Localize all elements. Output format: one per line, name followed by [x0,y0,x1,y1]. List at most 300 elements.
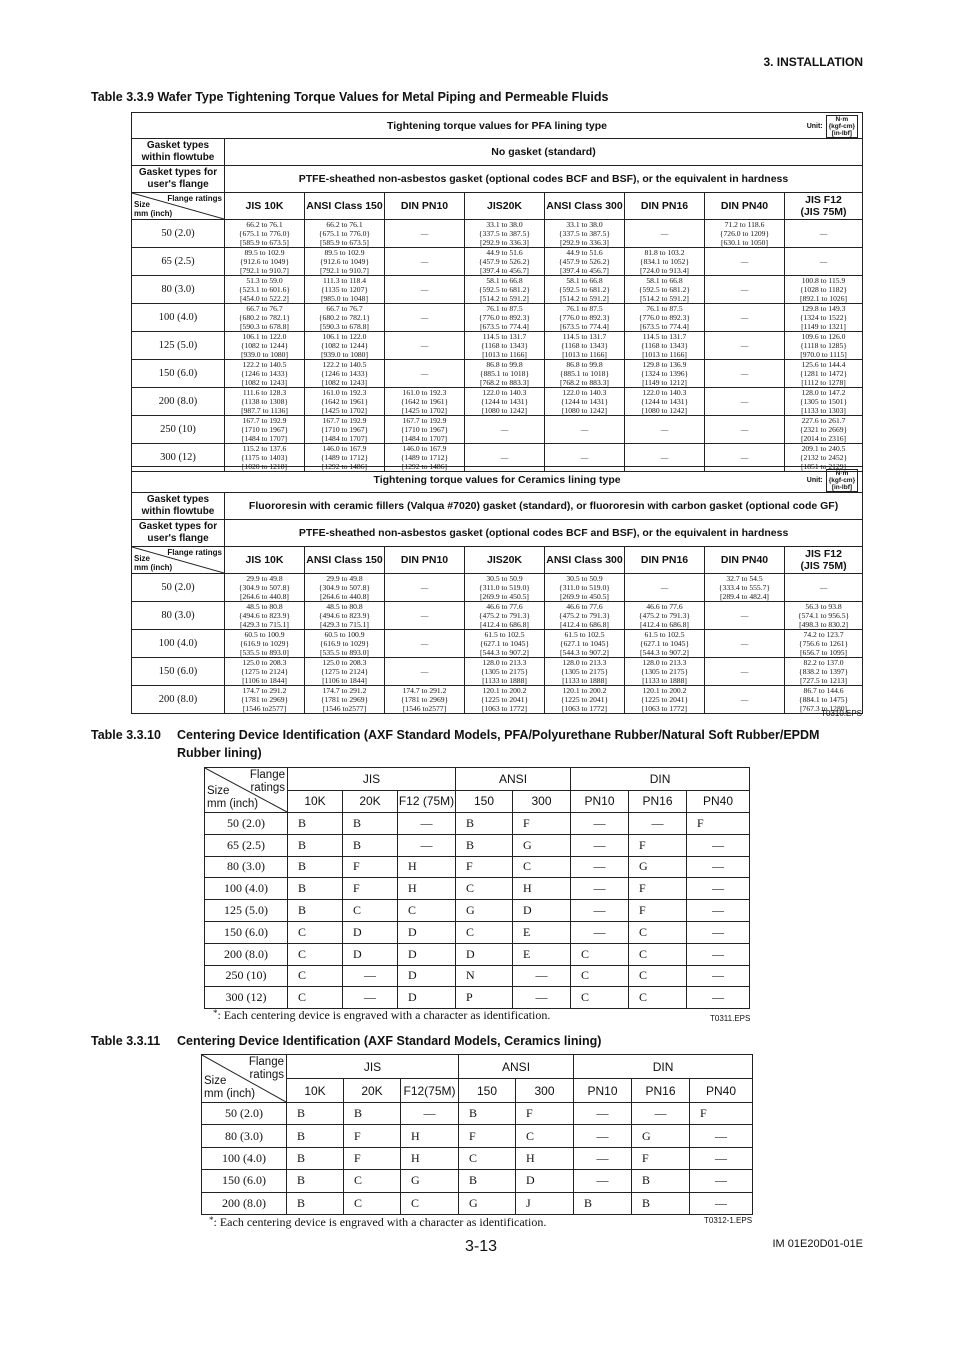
identification-cell: H [401,1125,459,1147]
footnote-mark: * [209,1215,214,1225]
torque-table-title [132,467,863,493]
corner-label-flange-ratings: Flange ratings [249,769,285,794]
torque-line: {776.0 to 892.3} [558,313,611,322]
torque-value-cell: — [705,416,785,444]
column-header: JIS20K [465,547,545,574]
torque-line: {1118 to 1285} [800,341,847,350]
torque-line: {1082 to 1244} [320,341,369,350]
footnote-text: : Each centering device is engraved with a character as identification. [213,1215,547,1229]
identification-cell: B [343,813,398,835]
identification-cell: — [690,1125,753,1147]
identification-cell: B [456,834,513,856]
identification-cell: P [456,987,513,1009]
torque-line: {494.6 to 823.9} [238,611,291,620]
table-row [205,834,750,856]
torque-line: 174.7 to 291.2 [242,686,287,695]
torque-line: 146.0 to 167.9 [322,444,367,453]
identification-cell: E [513,943,571,965]
torque-value-cell: — [705,360,785,388]
torque-line: {675.1 to 776.0} [318,229,371,238]
identification-cell: F [629,834,687,856]
torque-line: [269.9 to 450.5] [560,592,609,601]
torque-value-cell [785,630,863,658]
identification-cell: C [343,900,398,922]
torque-value-cell [305,276,385,304]
torque-line: [1112 to 1278] [801,378,846,387]
identification-cell: C [629,943,687,965]
identification-cell: — [571,900,629,922]
torque-value-cell: — [625,220,705,248]
table-row [132,416,863,444]
torque-line: {337.5 to 387.5} [558,229,611,238]
subcolumn-header: PN16 [629,790,687,813]
torque-line: [792.1 to 910.7] [240,266,289,275]
corner-header-cell [205,768,288,813]
centering-table-pfa [204,767,750,1009]
corner-header-cell [132,193,225,220]
torque-line: [1082 to 1243] [241,378,288,387]
torque-value-cell [305,360,385,388]
torque-value-cell [465,602,545,630]
identification-cell: — [687,965,750,987]
torque-value-cell [545,388,625,416]
torque-line: 86.8 to 99.8 [566,360,603,369]
table-row [202,1103,753,1125]
torque-line: {1710 to 1967} [320,425,369,434]
torque-line: 86.7 to 144.6 [803,686,844,695]
identification-cell: G [401,1170,459,1192]
torque-line: {475.2 to 791.3} [558,611,611,620]
torque-value-cell: — [705,248,785,276]
torque-value-cell [785,388,863,416]
group-header: ANSI [459,1055,574,1079]
title-text: Tightening torque values for PFA lining type [387,119,607,132]
torque-line: {592.5 to 681.2} [478,285,531,294]
torque-line: 46.6 to 77.6 [486,602,523,611]
table-row [205,813,750,835]
torque-line: 161.0 to 192.3 [322,388,367,397]
unit-label: Unit: [806,123,823,130]
torque-line: [1063 to 1772] [561,704,608,713]
identification-cell: C [401,1192,459,1214]
identification-cell: — [687,900,750,922]
torque-line: 120.1 to 200.2 [482,686,527,695]
torque-line: 89.5 to 102.9 [324,248,365,257]
torque-line: {1275 to 2124} [240,667,289,676]
identification-cell: — [571,878,629,900]
torque-value-cell: — [705,304,785,332]
table-row [205,900,750,922]
unit-line: N·m [835,470,849,477]
identification-cell: — [513,987,571,1009]
torque-line: [985.0 to 1048] [320,294,369,303]
identification-cell: — [687,943,750,965]
identification-cell: C [629,987,687,1009]
torque-line: 120.1 to 200.2 [642,686,687,695]
column-header: ANSI Class 150 [305,193,385,220]
identification-cell: G [632,1125,690,1147]
torque-line: [1133 to 1888] [562,676,607,685]
torque-value-cell [225,574,305,602]
torque-value-cell [545,304,625,332]
torque-value-cell [545,574,625,602]
torque-line: 58.1 to 66.8 [566,276,603,285]
identification-cell: B [287,1125,344,1147]
identification-cell: G [629,856,687,878]
table-3-3-11-number: Table 3.3.11 [91,1034,161,1048]
torque-line: [544.3 to 907.2] [480,648,529,657]
footnote-mark: * [213,1008,218,1018]
torque-value-cell [625,630,705,658]
identification-cell: B [456,813,513,835]
torque-value-cell: — [385,574,465,602]
torque-value-cell [305,304,385,332]
torque-line: {884.1 to 1475} [798,695,849,704]
identification-cell: B [287,1192,344,1214]
torque-line: [590.3 to 678.8] [320,322,369,331]
torque-line: {912.6 to 1049} [239,257,290,266]
identification-cell: F [456,856,513,878]
torque-value-cell [625,602,705,630]
identification-cell: B [574,1192,632,1214]
torque-value-cell: — [385,658,465,686]
torque-line: [292.9 to 336.3] [560,238,609,247]
torque-line: 81.8 to 103.2 [644,248,685,257]
torque-line: 209.1 to 240.5 [801,444,846,453]
torque-value-cell [465,658,545,686]
section-header: 3. INSTALLATION [763,55,863,69]
torque-line: [429.3 to 715.1] [320,620,369,629]
identification-cell: B [632,1192,690,1214]
torque-line: 125.0 to 208.3 [322,658,367,667]
torque-value-cell: — [625,444,705,472]
torque-line: 106.1 to 122.0 [322,332,367,341]
identification-cell: B [343,834,398,856]
size-cell: 150 (6.0) [132,360,225,388]
group-header: JIS [287,1055,459,1079]
torque-line: {834.1 to 1052} [639,257,690,266]
column-header: DIN PN10 [385,547,465,574]
column-header: ANSI Class 300 [545,193,625,220]
torque-line: [1063 to 1772] [641,704,688,713]
document-id: IM 01E20D01-01E [772,1238,863,1250]
torque-line: [412.4 to 686.8] [480,620,529,629]
identification-cell: — [690,1170,753,1192]
corner-header-cell [202,1055,287,1103]
identification-cell: N [456,965,513,987]
column-header: DIN PN16 [625,193,705,220]
table-3-3-9-caption: Table 3.3.9 Wafer Type Tightening Torque Values for Metal Piping and Permeable Fluids [91,90,609,104]
torque-line: {457.9 to 526.2} [478,257,531,266]
torque-line: {885.1 to 1018} [559,369,610,378]
identification-cell: C [288,943,343,965]
torque-line: [264.6 to 440.8] [240,592,289,601]
flowtube-gasket-value: No gasket (standard) [225,139,863,166]
torque-line: 51.3 to 59.0 [246,276,283,285]
torque-value-cell [305,416,385,444]
torque-value-cell: — [385,276,465,304]
corner-label-flange-ratings: Flange ratings [167,548,222,557]
torque-line: 58.1 to 66.8 [646,276,683,285]
table-row [132,388,863,416]
torque-line: {838.2 to 1397} [798,667,849,676]
torque-line: [269.9 to 450.5] [480,592,529,601]
identification-cell: C [398,900,456,922]
identification-cell: H [516,1147,574,1169]
identification-cell: F [632,1147,690,1169]
identification-cell: F [343,856,398,878]
subcolumn-header: PN16 [632,1079,690,1103]
torque-line: 125.0 to 208.3 [242,658,287,667]
torque-line: {1305 to 2175} [560,667,609,676]
torque-line: [412.4 to 686.8] [640,620,689,629]
eps-label-t0311: T0311.EPS [710,1014,751,1023]
torque-line: [768.2 to 883.3] [560,378,609,387]
torque-line: {1489 to 1712} [400,453,449,462]
column-header: DIN PN40 [705,193,785,220]
torque-line: [1546 to2577] [242,704,287,713]
torque-line: [1149 to 1321] [801,322,846,331]
torque-value-cell [385,388,465,416]
table-row [205,943,750,965]
torque-line: 122.0 to 140.3 [642,388,687,397]
torque-line: [792.1 to 910.7] [320,266,369,275]
table-row [132,220,863,248]
torque-line: {304.9 to 507.8} [318,583,371,592]
torque-line: 128.0 to 213.3 [562,658,607,667]
torque-line: {1710 to 1967} [240,425,289,434]
identification-cell: D [513,900,571,922]
torque-line: [630.1 to 1050] [720,238,769,247]
torque-line: 114.5 to 131.7 [482,332,527,341]
torque-line: [1080 to 1242] [641,406,688,415]
group-header: JIS [288,768,456,791]
corner-label-size: Size mm (inch) [134,200,173,218]
torque-line: {1489 to 1712} [320,453,369,462]
torque-line: 89.5 to 102.9 [244,248,285,257]
identification-cell: C [288,987,343,1009]
identification-cell: F [513,813,571,835]
torque-line: 161.0 to 192.3 [402,388,447,397]
torque-line: {627.1 to 1045} [639,639,690,648]
torque-line: 86.8 to 99.8 [486,360,523,369]
torque-line: 29.9 to 49.8 [246,574,283,583]
torque-line: 122.2 to 140.5 [322,360,367,369]
torque-value-cell [545,658,625,686]
torque-line: 30.5 to 50.9 [566,574,603,583]
torque-line: 61.5 to 102.5 [644,630,685,639]
eps-label-t0310: T0310.EPS [821,709,862,718]
torque-value-cell [225,416,305,444]
identification-cell: F [459,1125,516,1147]
torque-line: [264.6 to 440.8] [320,592,369,601]
identification-cell: F [687,813,750,835]
torque-value-cell [545,248,625,276]
column-header: JIS 10K [225,547,305,574]
torque-value-cell [785,602,863,630]
table-row [202,1125,753,1147]
torque-line: 146.0 to 167.9 [402,444,447,453]
unit-line: {kgf-cm} [828,477,856,484]
torque-value-cell [225,630,305,658]
torque-value-cell [625,388,705,416]
table-row [202,1170,753,1192]
size-cell: 100 (4.0) [205,878,288,900]
torque-line: {1168 to 1343} [640,341,689,350]
table-row [205,878,750,900]
table-row [202,1192,753,1214]
identification-cell: H [513,878,571,900]
torque-value-cell [625,686,705,714]
torque-value-cell: — [705,602,785,630]
torque-line: 71.2 to 118.6 [724,220,765,229]
torque-line: {776.0 to 892.3} [638,313,691,322]
torque-line: {1305 to 1501} [799,397,848,406]
torque-line: [656.7 to 1095] [800,648,848,657]
identification-cell: B [287,1170,344,1192]
identification-cell: B [288,813,343,835]
torque-line: {1324 to 1396} [640,369,689,378]
identification-cell: C [571,987,629,1009]
column-header: JIS F12 (JIS 75M) [785,193,863,220]
torque-value-cell [625,658,705,686]
unit-indicator [807,469,858,492]
torque-line: 33.1 to 38.0 [486,220,523,229]
torque-value-cell: — [705,276,785,304]
identification-cell: F [690,1103,753,1125]
size-cell: 50 (2.0) [132,574,225,602]
user-gasket-value: PTFE-sheathed non-asbestos gasket (optional codes BCF and BSF), or the equivalent in hardness [225,166,863,193]
torque-line: [1020 to 1218] [241,462,288,471]
torque-line: 33.1 to 38.0 [566,220,603,229]
corner-header-cell [132,547,225,574]
torque-value-cell [305,574,385,602]
torque-line: 30.5 to 50.9 [486,574,523,583]
size-cell: 150 (6.0) [132,658,225,686]
torque-value-cell [785,360,863,388]
torque-line: 120.1 to 200.2 [562,686,607,695]
torque-line: [768.2 to 883.3] [480,378,529,387]
footnote-3-3-10 [213,1008,550,1023]
torque-value-cell [465,360,545,388]
identification-cell: D [398,921,456,943]
torque-line: {1135 to 1207} [320,285,369,294]
torque-line: 114.5 to 131.7 [562,332,607,341]
table-row [132,630,863,658]
column-header: ANSI Class 150 [305,547,385,574]
identification-cell: — [574,1103,632,1125]
torque-line: 76.1 to 87.5 [566,304,603,313]
torque-value-cell [785,304,863,332]
torque-line: 174.7 to 291.2 [402,686,447,695]
torque-line: [292.9 to 336.3] [480,238,529,247]
torque-value-cell: — [705,388,785,416]
torque-line: {756.6 to 1261} [798,639,849,648]
torque-line: 76.1 to 87.5 [486,304,523,313]
torque-line: 66.7 to 76.7 [246,304,283,313]
torque-line: [1106 to 1844] [242,676,287,685]
title-text: Tightening torque values for Ceramics lining type [373,473,621,486]
torque-line: {1275 to 2124} [320,667,369,676]
torque-line: [1851 to 2129] [800,462,847,471]
identification-cell: C [456,878,513,900]
torque-value-cell [225,686,305,714]
identification-cell: F [344,1125,401,1147]
subcolumn-header: 300 [516,1079,574,1103]
torque-line: [535.5 to 893.0] [240,648,289,657]
size-cell: 80 (3.0) [205,856,288,878]
torque-value-cell [625,276,705,304]
torque-line: [514.2 to 591.2] [560,294,609,303]
torque-line: [412.4 to 686.8] [560,620,609,629]
torque-line: {1324 to 1522} [799,313,848,322]
torque-value-cell [225,602,305,630]
torque-value-cell [305,686,385,714]
identification-cell: — [629,813,687,835]
torque-value-cell [305,332,385,360]
torque-line: {337.5 to 387.5} [478,229,531,238]
torque-line: 174.7 to 291.2 [322,686,367,695]
torque-line: {1642 to 1961} [400,397,449,406]
torque-value-cell [545,630,625,658]
identification-cell: H [398,878,456,900]
torque-value-cell: — [385,220,465,248]
torque-line: 122.0 to 140.3 [562,388,607,397]
size-cell: 80 (3.0) [132,276,225,304]
pfa-torque-table [131,112,863,472]
torque-value-cell: — [385,248,465,276]
identification-cell: B [288,856,343,878]
torque-line: [1292 to 1486] [401,462,448,471]
torque-line: [590.3 to 678.8] [240,322,289,331]
identification-cell: — [690,1192,753,1214]
size-cell: 50 (2.0) [202,1103,287,1125]
torque-line: {680.2 to 782.1} [238,313,291,322]
torque-line: {2132 to 2452} [799,453,848,462]
torque-line: 82.2 to 137.0 [803,658,844,667]
torque-line: [585.9 to 673.5] [240,238,289,247]
torque-value-cell [625,304,705,332]
footnote-text: : Each centering device is engraved with a character as identification. [217,1008,551,1022]
identification-cell: F [516,1103,574,1125]
corner-label-size: Size mm (inch) [204,1075,256,1100]
torque-line: [1484 to 1707] [321,434,368,443]
torque-line: {475.2 to 791.3} [478,611,531,620]
torque-line: [1082 to 1243] [321,378,368,387]
torque-line: [429.3 to 715.1] [240,620,289,629]
torque-value-cell [465,332,545,360]
identification-cell: C [629,965,687,987]
torque-value-cell [545,276,625,304]
torque-value-cell [225,658,305,686]
torque-line: {1305 to 2175} [480,667,529,676]
identification-cell: C [571,965,629,987]
torque-value-cell: — [785,248,863,276]
table-row [132,602,863,630]
size-cell: 200 (8.0) [202,1192,287,1214]
torque-line: 46.6 to 77.6 [646,602,683,611]
torque-line: {1225 to 2041} [480,695,529,704]
torque-line: [939.0 to 1080] [320,350,369,359]
identification-cell: B [288,834,343,856]
subcolumn-header: PN40 [690,1079,753,1103]
size-cell: 100 (4.0) [132,304,225,332]
torque-line: 48.5 to 80.8 [326,602,363,611]
torque-line: [514.2 to 591.2] [480,294,529,303]
torque-value-cell: — [385,304,465,332]
identification-cell: — [687,878,750,900]
torque-line: [1133 to 1888] [482,676,527,685]
